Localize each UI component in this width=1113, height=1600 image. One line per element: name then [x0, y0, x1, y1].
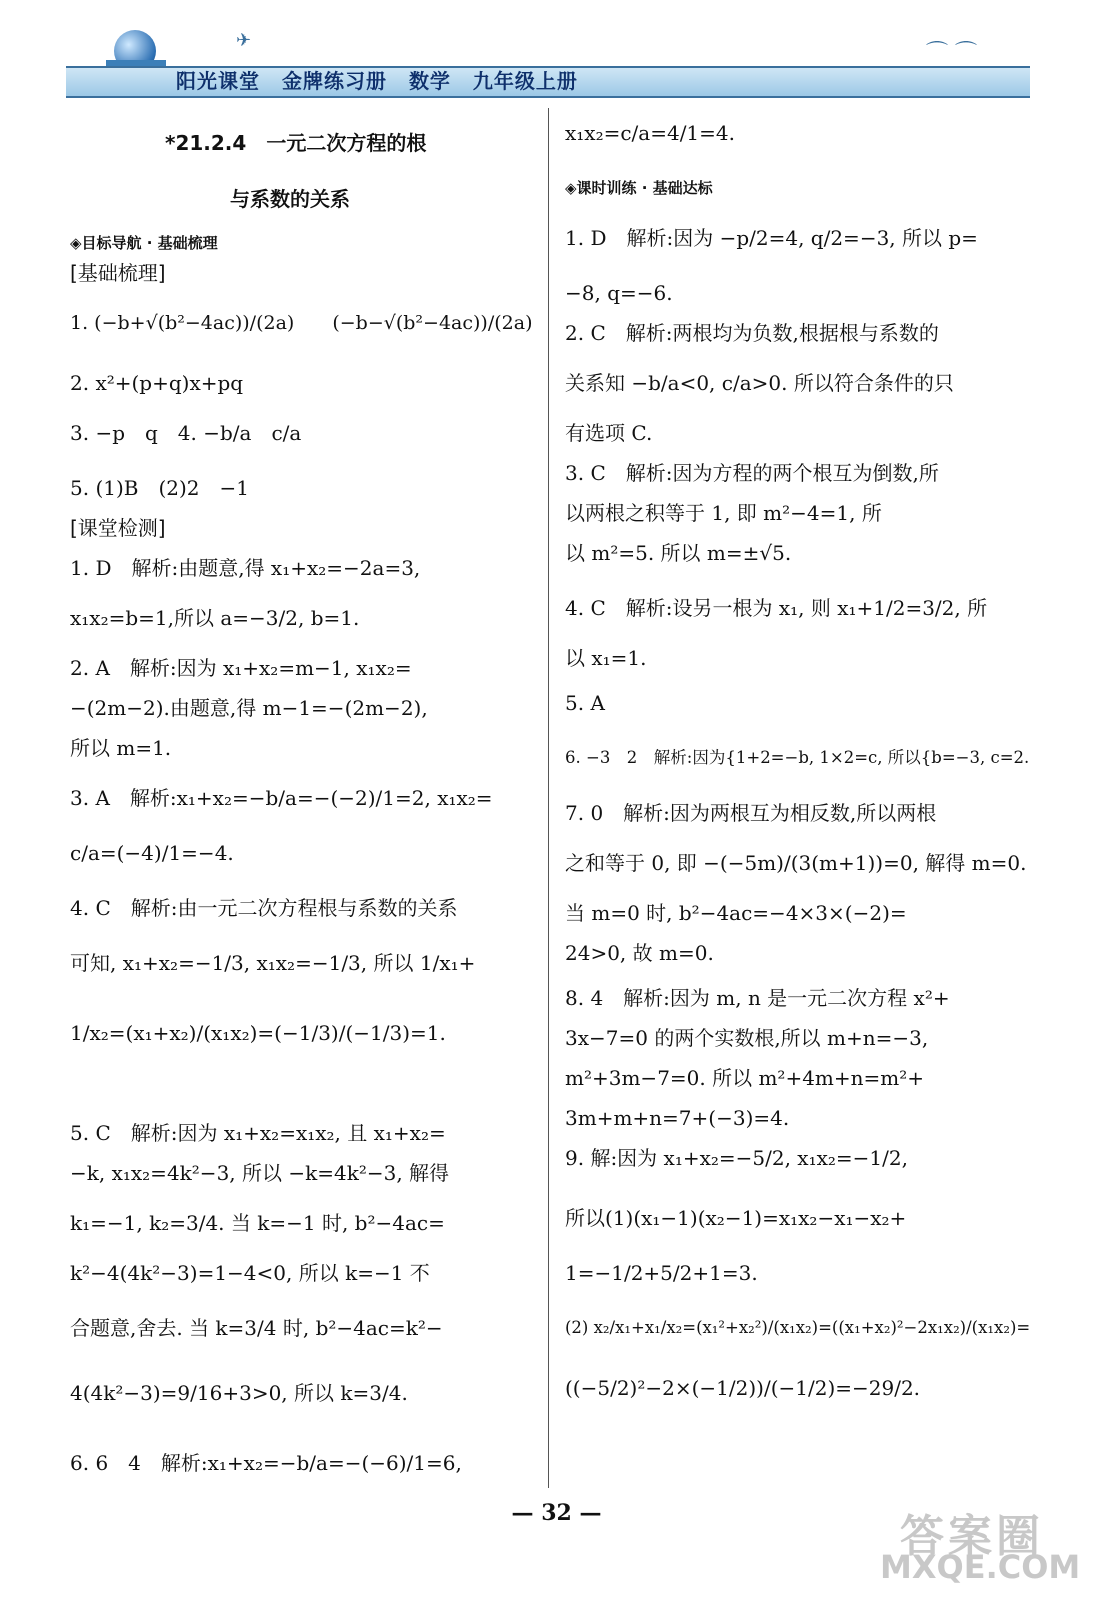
- column-divider: [548, 108, 549, 1488]
- right-line-22: 9. 解:因为 x₁+x₂=−5/2, x₁x₂=−1/2,: [565, 1146, 908, 1170]
- right-line-17: 24>0, 故 m=0.: [565, 941, 714, 965]
- right-line-23: 所以(1)(x₁−1)(x₂−1)=x₁x₂−x₁−x₂+: [565, 1206, 907, 1230]
- right-line-9: 以 m²=5. 所以 m=±√5.: [565, 541, 792, 565]
- left-line-23: 6. 6 4 解析:x₁+x₂=−b/a=−(−6)/1=6,: [70, 1451, 462, 1475]
- right-line-7: 3. C 解析:因为方程的两个根互为倒数,所: [565, 461, 939, 485]
- left-line-4: 3. −p q 4. −b/a c/a: [70, 421, 302, 445]
- left-line-22: 4(4k²−3)=9/16+3>0, 所以 k=3/4.: [70, 1381, 408, 1405]
- left-line-13: c/a=(−4)/1=−4.: [70, 841, 234, 865]
- left-line-12: 3. A 解析:x₁+x₂=−b/a=−(−2)/1=2, x₁x₂=: [70, 786, 493, 810]
- right-line-13: 6. −3 2 解析:因为{1+2=−b, 1×2=c, 所以{b=−3, c=2.: [565, 748, 1030, 767]
- left-line-2: 1. (−b+√(b²−4ac))/(2a) (−b−√(b²−4ac))/(2a): [70, 312, 533, 334]
- series-name: 金牌练习册: [281, 69, 387, 93]
- right-line-10: 4. C 解析:设另一根为 x₁, 则 x₁+1/2=3/2, 所: [565, 596, 988, 620]
- right-line-6: 有选项 C.: [565, 421, 653, 445]
- left-line-21: 合题意,舍去. 当 k=3/4 时, b²−4ac=k²−: [70, 1316, 443, 1340]
- left-line-7: 1. D 解析:由题意,得 x₁+x₂=−2a=3,: [70, 556, 421, 580]
- right-line-19: 3x−7=0 的两个实数根,所以 m+n=−3,: [565, 1026, 929, 1050]
- left-line-18: −k, x₁x₂=4k²−3, 所以 −k=4k²−3, 解得: [70, 1161, 450, 1185]
- right-line-21: 3m+m+n=7+(−3)=4.: [565, 1106, 790, 1130]
- right-line-1: ◈课时训练 · 基础达标: [565, 179, 713, 197]
- left-line-10: −(2m−2).由题意,得 m−1=−(2m−2),: [70, 696, 428, 720]
- left-line-14: 4. C 解析:由一元二次方程根与系数的关系: [70, 896, 458, 920]
- left-line-3: 2. x²+(p+q)x+pq: [70, 371, 244, 395]
- right-line-26: ((−5/2)²−2×(−1/2))/(−1/2)=−29/2.: [565, 1376, 921, 1400]
- right-line-4: 2. C 解析:两根均为负数,根据根与系数的: [565, 321, 939, 345]
- right-line-3: −8, q=−6.: [565, 281, 673, 305]
- right-line-2: 1. D 解析:因为 −p/2=4, q/2=−3, 所以 p=: [565, 226, 978, 250]
- left-line-8: x₁x₂=b=1,所以 a=−3/2, b=1.: [70, 606, 360, 630]
- subject: 数学: [408, 69, 451, 93]
- watermark: [880, 1500, 1080, 1590]
- right-line-25: (2) x₂/x₁+x₁/x₂=(x₁²+x₂²)/(x₁x₂)=((x₁+x₂)²−2x₁x₂)/(x₁x₂)=: [565, 1318, 1031, 1337]
- left-line-1: [基础梳理]: [70, 261, 166, 285]
- page-number: — 32 —: [511, 1500, 602, 1526]
- left-line-9: 2. A 解析:因为 x₁+x₂=m−1, x₁x₂=: [70, 656, 412, 680]
- right-line-15: 之和等于 0, 即 −(−5m)/(3(m+1))=0, 解得 m=0.: [565, 851, 1027, 875]
- paper-plane-icon: ✈: [236, 30, 252, 51]
- right-line-20: m²+3m−7=0. 所以 m²+4m+n=m²+: [565, 1066, 925, 1090]
- right-line-12: 5. A: [565, 691, 605, 715]
- left-line-15: 可知, x₁+x₂=−1/3, x₁x₂=−1/3, 所以 1/x₁+: [70, 951, 476, 975]
- right-line-0: x₁x₂=c/a=4/1=4.: [565, 121, 735, 145]
- header-title: [176, 65, 592, 94]
- left-line-0: ◈目标导航 · 基础梳理: [70, 234, 218, 252]
- left-line-20: k²−4(4k²−3)=1−4<0, 所以 k=−1 不: [70, 1261, 430, 1285]
- right-line-8: 以两根之积等于 1, 即 m²−4=1, 所: [565, 501, 882, 525]
- right-line-24: 1=−1/2+5/2+1=3.: [565, 1261, 758, 1285]
- watermark-top: 答案圈: [900, 1511, 1044, 1562]
- section-title-line2: 与系数的关系: [230, 187, 350, 211]
- left-line-16: 1/x₂=(x₁+x₂)/(x₁x₂)=(−1/3)/(−1/3)=1.: [70, 1021, 446, 1045]
- watermark-bottom: MXQE.COM: [880, 1548, 1081, 1586]
- right-line-14: 7. 0 解析:因为两根互为相反数,所以两根: [565, 801, 937, 825]
- right-line-16: 当 m=0 时, b²−4ac=−4×3×(−2)=: [565, 901, 907, 925]
- left-line-17: 5. C 解析:因为 x₁+x₂=x₁x₂, 且 x₁+x₂=: [70, 1121, 446, 1145]
- grade: 九年级上册: [472, 69, 578, 93]
- left-line-5: 5. (1)B (2)2 −1: [70, 476, 250, 500]
- left-line-11: 所以 m=1.: [70, 736, 172, 760]
- right-line-5: 关系知 −b/a<0, c/a>0. 所以符合条件的只: [565, 371, 954, 395]
- page-header: [66, 30, 1030, 98]
- right-line-11: 以 x₁=1.: [565, 646, 647, 670]
- left-line-19: k₁=−1, k₂=3/4. 当 k=−1 时, b²−4ac=: [70, 1211, 445, 1235]
- right-line-18: 8. 4 解析:因为 m, n 是一元二次方程 x²+: [565, 986, 950, 1010]
- brand-name: 阳光课堂: [176, 69, 260, 93]
- section-title-line1: *21.2.4 一元二次方程的根: [165, 131, 427, 155]
- birds-icon: ⌒ ⌒: [926, 41, 977, 66]
- left-line-6: [课堂检测]: [70, 516, 166, 540]
